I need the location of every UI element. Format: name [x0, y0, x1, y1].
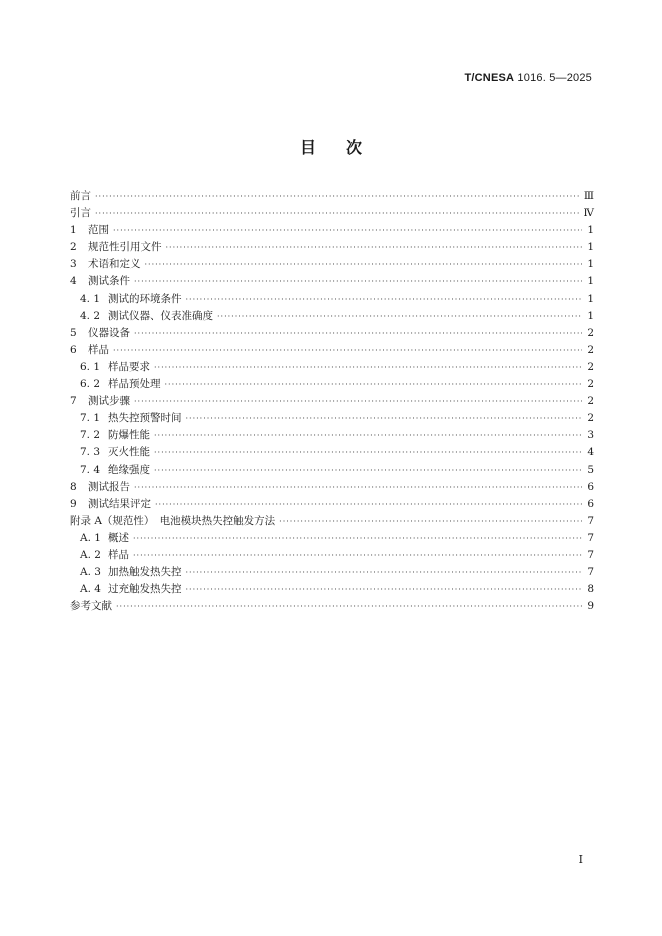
- toc-dot-leader: [133, 530, 582, 547]
- toc-dot-leader: [279, 513, 582, 530]
- toc-dot-leader: [95, 188, 580, 205]
- toc-entry-page: 1: [587, 292, 594, 305]
- toc-dot-leader: [186, 291, 583, 308]
- toc-entry-number: A. 1: [80, 531, 101, 544]
- toc-dot-leader: [134, 325, 582, 342]
- toc-entry[interactable]: [70, 359, 594, 376]
- toc-entry-page: 2: [587, 378, 594, 391]
- toc-entry-label: 引言: [70, 207, 91, 220]
- toc-entry-number: 3: [70, 258, 77, 271]
- toc-entry[interactable]: [70, 427, 594, 444]
- toc-entry-page: 4: [587, 446, 594, 459]
- toc-entry-number: 8: [70, 480, 77, 493]
- toc-entry-page: 2: [587, 360, 594, 373]
- toc-entry-label: 测试步骤: [88, 395, 130, 408]
- toc-entry-label: 测试条件: [88, 275, 130, 288]
- toc-entry-page: 2: [587, 412, 594, 425]
- toc-entry-label: 测试的环境条件: [108, 292, 182, 305]
- toc-dot-leader: [154, 427, 582, 444]
- toc-dot-leader: [113, 342, 582, 359]
- toc-dot-leader: [145, 256, 583, 273]
- toc-entry-label: 测试仪器、仪表准确度: [108, 309, 213, 322]
- toc-entry-page: 1: [587, 309, 594, 322]
- toc-dot-leader: [166, 239, 583, 256]
- toc-entry-number: 1: [70, 224, 77, 237]
- page-number: Ⅰ: [578, 853, 583, 866]
- toc-entry-label: 样品: [108, 548, 129, 561]
- toc-entry-label: 样品预处理: [108, 378, 161, 391]
- toc-entry-label: 参考文献: [70, 600, 112, 613]
- toc-dot-leader: [217, 308, 582, 325]
- toc-entry[interactable]: [70, 547, 594, 564]
- toc-entry-label: 规范性引用文件: [88, 241, 162, 254]
- toc-entry-page: 1: [587, 258, 594, 271]
- toc-dot-leader: [134, 479, 582, 496]
- toc-entry-page: 1: [587, 224, 594, 237]
- toc-dot-leader: [155, 496, 582, 513]
- toc-entry-number: 5: [70, 326, 77, 339]
- toc-entry-page: 7: [587, 514, 594, 527]
- toc-entry-page: 2: [587, 343, 594, 356]
- toc-entry-label: 测试报告: [88, 480, 130, 493]
- toc-entry-number: 2: [70, 241, 77, 254]
- toc-entry-label: 样品: [88, 343, 109, 356]
- toc-entry-number: 7. 3: [80, 446, 101, 459]
- document-code-prefix: T/CNESA: [464, 72, 515, 84]
- toc-entry-label: 范围: [88, 224, 109, 237]
- toc-dot-leader: [186, 410, 583, 427]
- toc-entry[interactable]: [70, 564, 594, 581]
- toc-entry-number: 4: [70, 275, 77, 288]
- toc-entry-label: 样品要求: [108, 360, 150, 373]
- toc-entry-page: 2: [587, 395, 594, 408]
- toc-entry-label: 过充触发热失控: [108, 583, 182, 596]
- toc-entry[interactable]: [70, 205, 594, 222]
- toc-entry[interactable]: [70, 479, 594, 496]
- toc-entry-number: 6: [70, 343, 77, 356]
- toc-entry[interactable]: [70, 342, 594, 359]
- toc-entry-page: 1: [587, 275, 594, 288]
- toc-dot-leader: [154, 444, 582, 461]
- toc-entry-page: 7: [587, 548, 594, 561]
- toc-entry-page: 6: [587, 480, 594, 493]
- toc-title: 目次: [299, 138, 392, 157]
- toc-dot-leader: [95, 205, 580, 222]
- toc-dot-leader: [133, 547, 582, 564]
- toc-entry-number: A. 4: [80, 583, 101, 596]
- table-of-contents: [70, 188, 594, 615]
- toc-entry-label: 热失控预警时间: [108, 412, 182, 425]
- toc-entry-number: 6. 1: [80, 360, 101, 373]
- toc-entry-page: 8: [587, 583, 594, 596]
- toc-entry-label: 灭火性能: [108, 446, 150, 459]
- toc-entry[interactable]: [70, 581, 594, 598]
- toc-entry[interactable]: [70, 256, 594, 273]
- toc-entry-number: 7. 1: [80, 412, 101, 425]
- toc-entry-number: 7: [70, 395, 77, 408]
- toc-entry-label: 术语和定义: [88, 258, 141, 271]
- toc-entry-number: 9: [70, 497, 77, 510]
- document-code: [464, 72, 592, 84]
- toc-entry-number: A. 3: [80, 566, 101, 579]
- toc-entry-label: 绝缘强度: [108, 463, 150, 476]
- toc-entry[interactable]: [70, 444, 594, 461]
- toc-entry-page: 1: [587, 241, 594, 254]
- toc-entry[interactable]: [70, 239, 594, 256]
- toc-entry[interactable]: [70, 496, 594, 513]
- toc-entry-page: Ⅲ: [583, 190, 594, 202]
- toc-entry[interactable]: [70, 376, 594, 393]
- toc-entry-number: 4. 2: [80, 309, 101, 322]
- toc-entry-page: 3: [587, 429, 594, 442]
- toc-dot-leader: [165, 376, 583, 393]
- toc-dot-leader: [154, 359, 582, 376]
- toc-entry[interactable]: [70, 325, 594, 342]
- toc-entry-label: 附录 A（规范性） 电池模块热失控触发方法: [70, 514, 276, 527]
- toc-entry-page: 7: [587, 531, 594, 544]
- toc-entry[interactable]: [70, 530, 594, 547]
- toc-entry-page: 7: [587, 566, 594, 579]
- toc-entry[interactable]: [70, 188, 594, 205]
- toc-entry[interactable]: [70, 273, 594, 290]
- toc-entry-number: 4. 1: [80, 292, 101, 305]
- toc-entry[interactable]: [70, 598, 594, 615]
- toc-entry-label: 仪器设备: [88, 326, 130, 339]
- toc-entry-page: 6: [587, 497, 594, 510]
- toc-entry-number: 7. 2: [80, 429, 101, 442]
- toc-entry[interactable]: [70, 393, 594, 410]
- toc-entry-label: 防爆性能: [108, 429, 150, 442]
- toc-dot-leader: [134, 393, 582, 410]
- toc-dot-leader: [113, 222, 582, 239]
- toc-entry-page: 2: [587, 326, 594, 339]
- toc-entry-page: Ⅳ: [583, 207, 594, 220]
- toc-entry-page: 5: [587, 463, 594, 476]
- toc-dot-leader: [186, 581, 583, 598]
- toc-entry[interactable]: [70, 462, 594, 479]
- toc-entry[interactable]: [70, 308, 594, 325]
- toc-entry[interactable]: [70, 222, 594, 239]
- toc-entry-label: 概述: [108, 531, 129, 544]
- toc-entry[interactable]: [70, 513, 594, 530]
- toc-entry-label: 测试结果评定: [88, 497, 151, 510]
- toc-entry-label: 前言: [70, 190, 91, 202]
- toc-entry-page: 9: [587, 600, 594, 613]
- toc-dot-leader: [134, 273, 582, 290]
- toc-entry-number: 6. 2: [80, 378, 101, 391]
- toc-entry-number: 7. 4: [80, 463, 101, 476]
- toc-dot-leader: [116, 598, 582, 615]
- toc-entry[interactable]: [70, 291, 594, 308]
- toc-entry-label: 加热触发热失控: [108, 566, 182, 579]
- toc-entry-number: A. 2: [80, 548, 101, 561]
- toc-entry[interactable]: [70, 410, 594, 427]
- toc-dot-leader: [154, 462, 582, 479]
- document-code-number: 1016. 5—2025: [514, 72, 592, 84]
- toc-dot-leader: [186, 564, 583, 581]
